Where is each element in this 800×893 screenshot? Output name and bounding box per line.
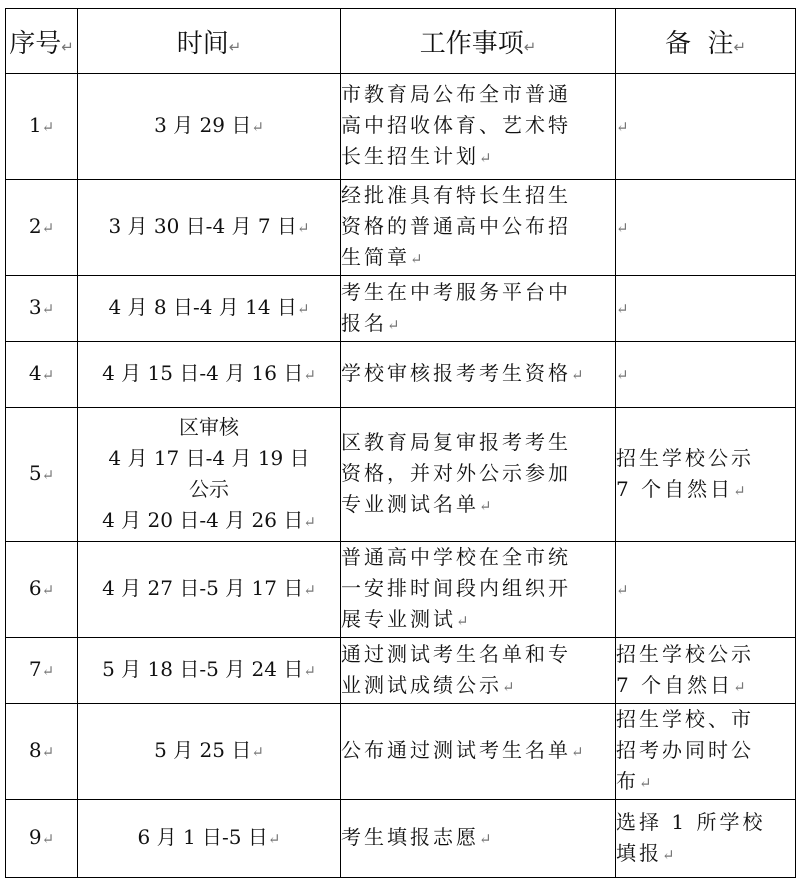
table-row: [6, 408, 796, 542]
paragraph-mark: ↵: [41, 219, 55, 237]
paragraph-mark: ↵: [267, 830, 281, 848]
cell-task: [341, 800, 616, 878]
cell-time-line: 3 月 30 日-4 月 7 日↵: [108, 214, 310, 238]
cell-no-line: 5↵: [28, 461, 55, 485]
cell-time: [78, 408, 341, 542]
cell-time: [78, 542, 341, 638]
cell-no: [6, 638, 78, 704]
cell-task-line: 高中招收体育、艺术特: [341, 113, 571, 137]
cell-note-line: 布↵: [616, 769, 652, 793]
cell-task: [341, 276, 616, 342]
cell-task-line: 报名↵: [341, 310, 400, 335]
cell-task-line: 考生在中考服务平台中: [341, 279, 571, 304]
paragraph-mark: ↵: [251, 118, 264, 136]
paragraph-mark: ↵: [303, 366, 316, 384]
cell-time-line: 4 月 8 日-4 月 14 日↵: [108, 295, 310, 319]
cell-time: [78, 276, 341, 342]
cell-time-line: 5 月 25 日↵: [154, 738, 264, 762]
cell-task-line: 公布通过测试考生名单↵: [341, 738, 584, 762]
paragraph-mark: ↵: [456, 612, 469, 630]
cell-task-line: 区教育局复审报考考生: [341, 430, 571, 454]
paragraph-mark: ↵: [616, 219, 629, 237]
cell-no: [6, 542, 78, 638]
header-no: 序号↵: [6, 9, 78, 74]
cell-no: [6, 276, 78, 342]
cell-no-line: 9↵: [28, 825, 55, 849]
cell-task: [341, 408, 616, 542]
cell-no-line: 3↵: [28, 295, 55, 319]
paragraph-mark: ↵: [41, 300, 55, 318]
cell-task: [341, 704, 616, 800]
paragraph-mark: ↵: [571, 366, 584, 384]
cell-note: [616, 800, 796, 878]
paragraph-mark: ↵: [41, 662, 55, 680]
cell-time-line: 区审核: [179, 414, 239, 439]
cell-note-line: 选择 1 所学校: [616, 809, 766, 834]
cell-task: [341, 638, 616, 704]
table-row: [6, 342, 796, 408]
header-row: [6, 9, 796, 74]
cell-note: [616, 342, 796, 408]
cell-task-line: 普通高中学校在全市统: [341, 545, 571, 569]
paragraph-mark: ↵: [41, 366, 55, 384]
schedule-table: [5, 8, 796, 878]
cell-no-line: 4↵: [28, 361, 55, 385]
cell-time: [78, 704, 341, 800]
cell-time-line: 5 月 18 日-5 月 24 日↵: [102, 657, 316, 681]
paragraph-mark: ↵: [616, 366, 629, 384]
paragraph-mark: ↵: [41, 466, 55, 484]
cell-task-line: 资格，并对外公示参加: [341, 461, 571, 485]
paragraph-mark: ↵: [733, 677, 746, 696]
cell-time-line: 公示: [189, 476, 229, 501]
cell-task: [341, 542, 616, 638]
paragraph-mark: ↵: [502, 677, 515, 696]
paragraph-mark: ↵: [616, 300, 629, 318]
cell-task-line: 市教育局公布全市普通: [341, 82, 571, 106]
paragraph-mark: ↵: [479, 830, 492, 848]
cell-note: [616, 180, 796, 276]
cell-task-line: 一安排时间段内组织开: [341, 576, 571, 600]
cell-note: [616, 74, 796, 180]
cell-task-line: 展专业测试↵: [341, 607, 469, 631]
cell-task-line: 业测试成绩公示↵: [341, 672, 515, 697]
cell-no-line: 6↵: [28, 576, 55, 600]
cell-no-line: 1↵: [28, 113, 55, 137]
cell-no-line: 8↵: [28, 738, 55, 762]
cell-time: [78, 638, 341, 704]
cell-task-line: 长生招生计划↵: [341, 144, 492, 168]
cell-time: [78, 800, 341, 878]
paragraph-mark: ↵: [41, 830, 55, 848]
header-note: 备 注↵: [616, 9, 796, 74]
cell-no: [6, 800, 78, 878]
cell-note-line: 7 个自然日↵: [616, 672, 746, 697]
cell-time-line: 3 月 29 日↵: [154, 113, 264, 137]
cell-task-line: 生简章↵: [341, 245, 423, 269]
table-row: [6, 180, 796, 276]
cell-no-line: 2↵: [28, 214, 55, 238]
cell-time-line: 4 月 27 日-5 月 17 日↵: [102, 576, 316, 600]
cell-task-line: 考生填报志愿↵: [341, 825, 492, 849]
cell-no: [6, 704, 78, 800]
cell-task: [341, 180, 616, 276]
header-task: 工作事项↵: [341, 9, 616, 74]
cell-note-line: 招生学校、市: [616, 707, 754, 731]
cell-time: [78, 342, 341, 408]
cell-note: [616, 638, 796, 704]
cell-task-line: 专业测试名单↵: [341, 492, 492, 516]
cell-note-line: 招考办同时公: [616, 738, 754, 762]
cell-task: [341, 74, 616, 180]
cell-no: [6, 74, 78, 180]
table-row: [6, 276, 796, 342]
table-row: [6, 800, 796, 878]
cell-time-line: 4 月 17 日-4 月 19 日: [108, 445, 310, 470]
cell-task-line: 经批准具有特长生招生: [341, 183, 571, 207]
cell-note-line: 招生学校公示: [616, 641, 754, 666]
cut-off-title: [0, 0, 800, 6]
paragraph-mark: ↵: [41, 118, 55, 136]
cell-note-line: 7 个自然日↵: [616, 476, 746, 501]
cell-task-line: 通过测试考生名单和专: [341, 641, 571, 666]
cell-time: [78, 74, 341, 180]
cell-time-line: 4 月 15 日-4 月 16 日↵: [102, 361, 316, 385]
paragraph-mark: ↵: [387, 315, 400, 334]
paragraph-mark: ↵: [616, 118, 629, 136]
table-row: [6, 74, 796, 180]
paragraph-mark: ↵: [571, 743, 584, 761]
paragraph-mark: ↵: [616, 581, 629, 599]
cell-no: [6, 180, 78, 276]
paragraph-mark: ↵: [639, 774, 652, 792]
cell-note-line: 填报↵: [616, 840, 675, 865]
table-row: [6, 542, 796, 638]
table-row: [6, 704, 796, 800]
paragraph-mark: ↵: [296, 219, 310, 237]
header-time: 时间↵: [78, 9, 341, 74]
paragraph-mark: ↵: [41, 743, 55, 761]
cell-no: [6, 342, 78, 408]
cell-time-line: 6 月 1 日-5 日↵: [137, 825, 281, 849]
cell-note: [616, 408, 796, 542]
paragraph-mark: ↵: [733, 481, 746, 500]
paragraph-mark: ↵: [662, 845, 675, 864]
cell-time-line: 4 月 20 日-4 月 26 日↵: [102, 507, 316, 532]
cell-time: [78, 180, 341, 276]
paragraph-mark: ↵: [303, 662, 316, 680]
cell-note-line: 招生学校公示: [616, 445, 754, 470]
cell-note: [616, 704, 796, 800]
cell-task-line: 资格的普通高中公布招: [341, 214, 571, 238]
cell-no: [6, 408, 78, 542]
cell-note: [616, 542, 796, 638]
paragraph-mark: ↵: [410, 250, 423, 268]
paragraph-mark: ↵: [41, 581, 55, 599]
paragraph-mark: ↵: [479, 149, 492, 167]
cell-task-line: 学校审核报考考生资格↵: [341, 361, 584, 385]
cell-no-line: 7↵: [28, 657, 55, 681]
paragraph-mark: ↵: [303, 581, 316, 599]
paragraph-mark: ↵: [479, 497, 492, 515]
paragraph-mark: ↵: [251, 743, 264, 761]
paragraph-mark: ↵: [296, 300, 310, 318]
cell-note: [616, 276, 796, 342]
cell-task: [341, 342, 616, 408]
table-row: [6, 638, 796, 704]
paragraph-mark: ↵: [303, 512, 316, 531]
